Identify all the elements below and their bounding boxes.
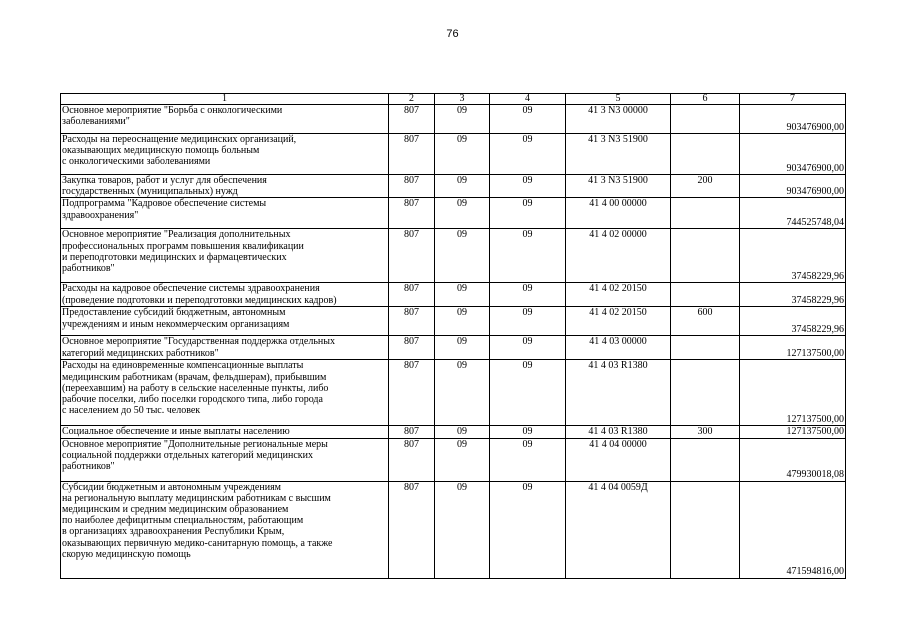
code-2-cell: 807 (389, 438, 435, 481)
code-4-cell: 09 (490, 134, 566, 175)
code-2-cell: 807 (389, 307, 435, 336)
code-5-cell: 41 4 02 20150 (566, 283, 671, 307)
code-4-cell: 09 (490, 105, 566, 134)
name-cell: Предоставление субсидий бюджетным, автономным учреждениям и иным некоммерческим организациям (61, 307, 389, 336)
code-4-cell: 09 (490, 175, 566, 198)
budget-table (60, 93, 846, 579)
code-6-cell (671, 481, 740, 578)
table-row (61, 175, 846, 198)
name-cell: Основное мероприятие "Борьба с онкологическими заболеваниями" (61, 105, 389, 134)
name-cell: Расходы на кадровое обеспечение системы здравоохранения (проведение подготовки и переподготовки медицинских кадров) (61, 283, 389, 307)
code-2-cell: 807 (389, 175, 435, 198)
table-row (61, 481, 846, 578)
amount-cell: 37458229,96 (740, 229, 846, 283)
amount-cell: 37458229,96 (740, 307, 846, 336)
amount-cell: 127137500,00 (740, 336, 846, 360)
code-2-cell: 807 (389, 336, 435, 360)
code-6-cell: 200 (671, 175, 740, 198)
code-5-cell: 41 4 00 00000 (566, 198, 671, 229)
header-cell: 3 (435, 94, 490, 105)
amount-cell: 479930018,08 (740, 438, 846, 481)
header-cell: 5 (566, 94, 671, 105)
code-3-cell: 09 (435, 438, 490, 481)
code-2-cell: 807 (389, 134, 435, 175)
code-2-cell: 807 (389, 229, 435, 283)
header-cell: 1 (61, 94, 389, 105)
name-cell: Подпрограмма "Кадровое обеспечение системы здравоохранения" (61, 198, 389, 229)
name-cell: Субсидии бюджетным и автономным учреждениям на региональную выплату медицинским работникам с высшим медицинским и средним медицинским образованием по наиболее дефицитным специальностям, работающим в организациях здравоохранения Республики Крым, оказывающих первичную медико-санитарную помощь, а также скорую медицинскую помощь (61, 481, 389, 578)
code-4-cell: 09 (490, 229, 566, 283)
code-3-cell: 09 (435, 134, 490, 175)
name-cell: Расходы на единовременные компенсационные выплаты медицинским работникам (врачам, фельдшерам), прибывшим (переехавшим) на работу в сельские населенные пункты, либо рабочие поселки, либо поселки городского типа, либо города с населением до 50 тыс. человек (61, 360, 389, 426)
table-row (61, 307, 846, 336)
code-3-cell: 09 (435, 198, 490, 229)
amount-cell: 903476900,00 (740, 175, 846, 198)
code-3-cell: 09 (435, 105, 490, 134)
code-3-cell: 09 (435, 283, 490, 307)
code-2-cell: 807 (389, 360, 435, 426)
code-2-cell: 807 (389, 198, 435, 229)
code-5-cell: 41 3 N3 00000 (566, 105, 671, 134)
code-6-cell (671, 283, 740, 307)
code-4-cell: 09 (490, 283, 566, 307)
amount-cell: 903476900,00 (740, 134, 846, 175)
table-row (61, 336, 846, 360)
amount-cell: 37458229,96 (740, 283, 846, 307)
code-3-cell: 09 (435, 307, 490, 336)
code-6-cell (671, 105, 740, 134)
amount-cell: 127137500,00 (740, 360, 846, 426)
code-6-cell (671, 360, 740, 426)
table-row (61, 360, 846, 426)
table-row (61, 426, 846, 438)
header-cell: 7 (740, 94, 846, 105)
name-cell: Расходы на переоснащение медицинских организаций, оказывающих медицинскую помощь больным с онкологическими заболеваниями (61, 134, 389, 175)
code-3-cell: 09 (435, 360, 490, 426)
code-3-cell: 09 (435, 336, 490, 360)
code-5-cell: 41 3 N3 51900 (566, 134, 671, 175)
amount-cell: 903476900,00 (740, 105, 846, 134)
code-6-cell: 300 (671, 426, 740, 438)
table-row (61, 105, 846, 134)
code-4-cell: 09 (490, 438, 566, 481)
code-5-cell: 41 4 03 00000 (566, 336, 671, 360)
header-cell: 6 (671, 94, 740, 105)
code-5-cell: 41 3 N3 51900 (566, 175, 671, 198)
code-5-cell: 41 4 04 00000 (566, 438, 671, 481)
code-4-cell: 09 (490, 360, 566, 426)
header-cell: 2 (389, 94, 435, 105)
table-row (61, 198, 846, 229)
code-3-cell: 09 (435, 229, 490, 283)
name-cell: Социальное обеспечение и иные выплаты населению (61, 426, 389, 438)
amount-cell: 471594816,00 (740, 481, 846, 578)
code-5-cell: 41 4 03 R1380 (566, 426, 671, 438)
table-row (61, 283, 846, 307)
code-6-cell (671, 336, 740, 360)
name-cell: Основное мероприятие "Государственная поддержка отдельных категорий медицинских работников" (61, 336, 389, 360)
table-row (61, 438, 846, 481)
code-2-cell: 807 (389, 283, 435, 307)
header-cell: 4 (490, 94, 566, 105)
code-2-cell: 807 (389, 105, 435, 134)
page-number: 76 (446, 28, 459, 40)
code-6-cell (671, 134, 740, 175)
code-4-cell: 09 (490, 426, 566, 438)
code-5-cell: 41 4 02 20150 (566, 307, 671, 336)
table-header-row (61, 94, 846, 105)
code-6-cell (671, 198, 740, 229)
code-2-cell: 807 (389, 426, 435, 438)
table-row (61, 229, 846, 283)
code-3-cell: 09 (435, 481, 490, 578)
code-4-cell: 09 (490, 307, 566, 336)
code-5-cell: 41 4 03 R1380 (566, 360, 671, 426)
code-6-cell (671, 229, 740, 283)
name-cell: Основное мероприятие "Реализация дополнительных профессиональных программ повышения квалификации и переподготовки медицинских и фармацевтических работников" (61, 229, 389, 283)
code-4-cell: 09 (490, 336, 566, 360)
code-5-cell: 41 4 04 0059Д (566, 481, 671, 578)
code-6-cell (671, 438, 740, 481)
code-3-cell: 09 (435, 175, 490, 198)
code-4-cell: 09 (490, 198, 566, 229)
table-row (61, 134, 846, 175)
code-6-cell: 600 (671, 307, 740, 336)
name-cell: Закупка товаров, работ и услуг для обеспечения государственных (муниципальных) нужд (61, 175, 389, 198)
code-5-cell: 41 4 02 00000 (566, 229, 671, 283)
name-cell: Основное мероприятие "Дополнительные региональные меры социальной поддержки отдельных категорий медицинских работников" (61, 438, 389, 481)
amount-cell: 744525748,04 (740, 198, 846, 229)
code-2-cell: 807 (389, 481, 435, 578)
amount-cell: 127137500,00 (740, 426, 846, 438)
code-4-cell: 09 (490, 481, 566, 578)
code-3-cell: 09 (435, 426, 490, 438)
